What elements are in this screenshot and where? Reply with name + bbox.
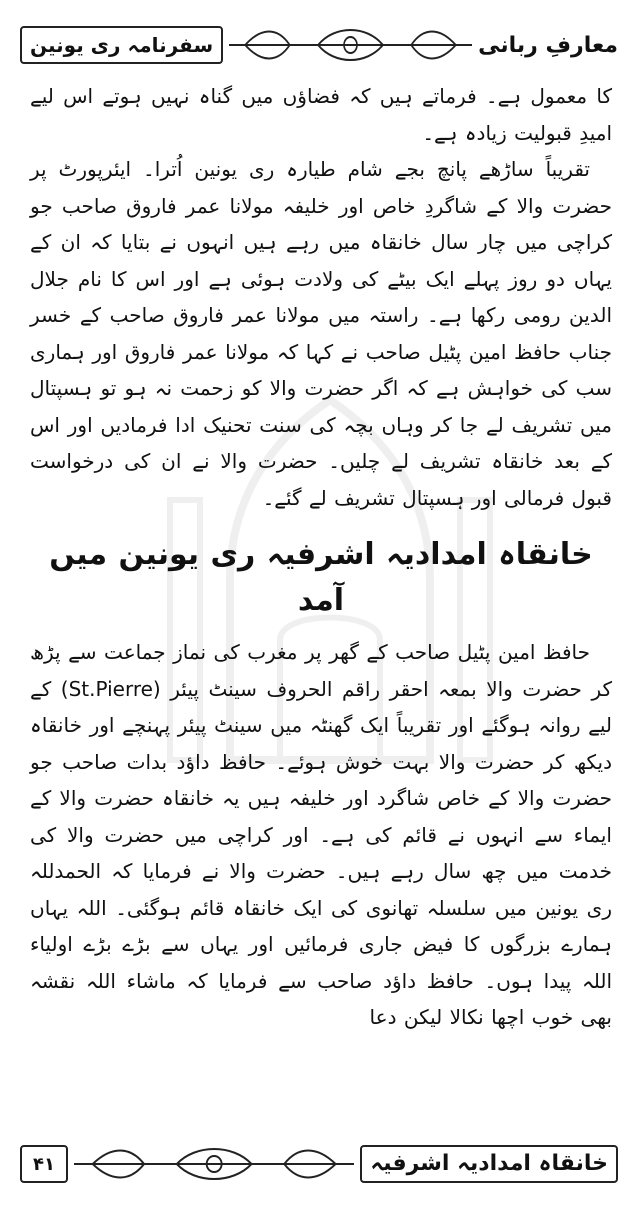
section-heading: خانقاہ امدادیہ اشرفیہ ری یونین میں آمد <box>49 537 593 618</box>
footer-label: خانقاہ امدادیہ اشرفیہ <box>370 1151 608 1176</box>
footer-label-box <box>360 1145 618 1183</box>
chapter-label: سفرنامہ ری یونین <box>30 33 214 57</box>
paragraph: حافظ امین پٹیل صاحب کے گھر پر مغرب کی نماز جماعت سے پڑھ کر حضرت والا بمعہ احقر راقم الحروف سینٹ پیئر (St.Pierre) کے لیے روانہ ہوگئے اور تقریباً ایک گھنٹہ میں سینٹ پیئر پہنچے اور خانقاہ دیکھ کر حضرت والا بہت خوش ہوئے۔ حافظ داؤد بدات صاحب جو حضرت والا کے خاص شاگرد اور خلیفہ ہیں یہ خانقاہ حضرت والا کے ایماء سے انہوں نے قائم کی ہے۔ اور کراچی میں حضرت والا کی خدمت میں چھ سال رہے ہیں۔ حضرت والا نے فرمایا کہ الحمدللہ ری یونین میں سلسلہ تھانوی کی ایک خانقاہ قائم ہوگئی۔ اللہ یہاں ہمارے بزرگوں کا فیض جاری فرمائیں اور یہاں سے بڑے بڑے اولیاء اللہ پیدا ہوں۔ حافظ داؤد صاحب سے فرمایا کہ ماشاء اللہ نقشہ بھی خوب اچھا نکالا لیکن دعا <box>30 640 613 1029</box>
chapter-label-box <box>20 26 223 64</box>
paragraph: کا معمول ہے۔ فرماتے ہیں کہ فضاؤں میں گناہ نہیں ہوتے اس لیے امیدِ قبولیت زیادہ ہے۔ <box>30 84 612 145</box>
footer-ornament-icon <box>74 1144 354 1184</box>
page-header <box>20 22 618 68</box>
book-title: معارفِ ربانی <box>478 32 618 58</box>
header-ornament-icon <box>229 25 472 65</box>
page-body <box>30 78 612 1036</box>
paragraph: تقریباً ساڑھے پانچ بجے شام طیارہ ری یونین اُترا۔ ایئرپورٹ پر حضرت والا کے شاگردِ خاص اور خلیفہ مولانا عمر فاروق صاحب جو کراچی میں چار سال خانقاہ میں رہے ہیں انہوں نے بتایا کہ ان کے یہاں دو روز پہلے ایک بیٹے کی ولادت ہوئی ہے اور اس کا نام جلال الدین رومی رکھا ہے۔ راستہ میں مولانا عمر فاروق صاحب کے خسر جناب حافظ امین پٹیل صاحب نے کہا کہ مولانا عمر فاروق اور ہماری سب کی خواہش ہے کہ اگر حضرت والا کو زحمت نہ ہو تو ہسپتال میں تشریف لے جا کر وہاں بچہ کی سنت تحنیک ادا فرمادیں اور اس کے بعد خانقاہ تشریف لے چلیں۔ حضرت والا نے ان کی درخواست قبول فرمالی اور ہسپتال تشریف لے گئے۔ <box>30 157 612 510</box>
page-footer <box>20 1138 618 1190</box>
page-number: ۴۱ <box>20 1145 68 1183</box>
